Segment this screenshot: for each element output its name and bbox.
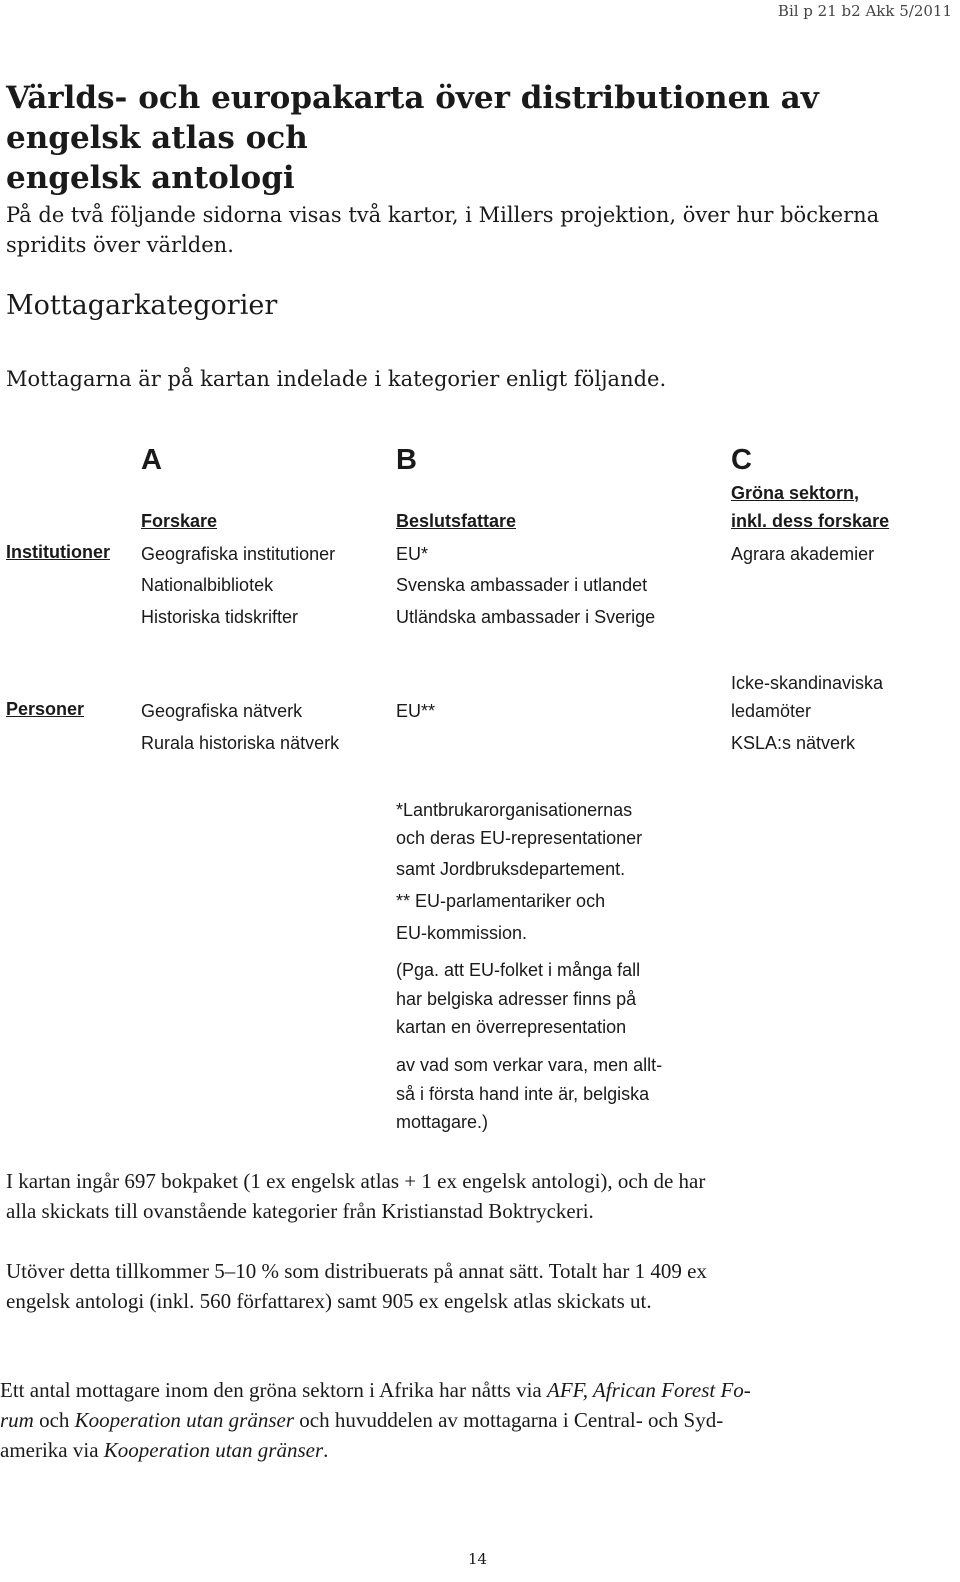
row-label-persons: Personer [6,699,85,719]
intro-line-2: spridits över världen. [6,233,234,257]
paragraph-3-emphasis: Kooperation utan gränser [74,1408,295,1432]
footnote-line: mottagare.) [396,1112,489,1132]
paragraph-3-line-1 [0,1375,751,1405]
row-label-institutions: Institutioner [6,542,110,562]
footnote-line: och deras EU-representationer [396,828,643,848]
category-heading-c-line-2: inkl. dess forskare [731,511,890,531]
footnote-line: av vad som verkar vara, men allt- [396,1055,663,1075]
paragraph-1-line-1: I kartan ingår 697 bokpaket (1 ex engelsk atlas + 1 ex engelsk antologi), och de har [6,1169,706,1193]
persons-a-item: Rurala historiska nätverk [141,733,340,753]
page-number: 14 [468,1550,488,1568]
paragraph-1-line-2: alla skickats till ovanstående kategorier från Kristianstad Boktryckeri. [6,1199,594,1223]
paragraph-3-text: . [323,1438,329,1462]
footnote-line: kartan en överrepresentation [396,1017,627,1037]
intro-paragraph [6,200,936,260]
footnote-line: så i första hand inte är, belgiska [396,1084,650,1104]
category-letter-a: A [141,444,162,476]
footnote-line: EU-kommission. [396,923,528,943]
intro-line-1: På de två följande sidorna visas två kartor, i Millers projektion, över hur böckerna [6,203,880,227]
institutions-a-item: Nationalbibliotek [141,575,274,595]
category-heading-b: Beslutsfattare [396,511,517,531]
persons-a-item: Geografiska nätverk [141,701,303,721]
category-letter-c: C [731,444,752,476]
persons-b-item: EU** [396,701,436,721]
footnote-line: samt Jordbruksdepartement. [396,859,626,879]
paragraph-3-text: och huvuddelen av mottagarna i Central- och Syd- [294,1408,724,1432]
institutions-b-item: Svenska ambassader i utlandet [396,575,648,595]
institutions-c-item: Agrara akademier [731,544,875,564]
section-text: Mottagarna är på kartan indelade i kategorier enligt följande. [6,367,667,391]
title-line-2: engelsk antologi [6,160,295,196]
persons-c-item: Icke-skandinaviska [731,673,884,693]
institutions-a-item: Historiska tidskrifter [141,607,299,627]
footnote-line: *Lantbrukarorganisationernas [396,800,633,820]
paragraph-3-line-3 [0,1435,328,1465]
section-heading: Mottagarkategorier [6,290,278,321]
footnote-line: har belgiska adresser finns på [396,989,637,1009]
paragraph-3-emphasis: AFF, African Forest Fo- [547,1378,751,1402]
paragraph-2-line-1: Utöver detta tillkommer 5–10 % som distribuerats på annat sätt. Totalt har 1 409 ex [6,1259,707,1283]
category-heading-c-line-1: Gröna sektorn, [731,483,860,503]
footnote-line: ** EU-parlamentariker och [396,891,606,911]
persons-c-item: ledamöter [731,701,812,721]
institutions-b-item: Utländska ambassader i Sverige [396,607,656,627]
category-letter-b: B [396,444,417,476]
category-heading-a: Forskare [141,511,218,531]
paragraph-2-line-2: engelsk antologi (inkl. 560 författarex) samt 905 ex engelsk atlas skickats ut. [6,1289,652,1313]
paragraph-3-text: amerika via [0,1438,104,1462]
paragraph-3-text: Ett antal mottagare inom den gröna sektorn i Afrika har nåtts via [0,1378,548,1402]
paragraph-3-line-2 [0,1405,723,1435]
paragraph-3-text: och [33,1408,75,1432]
institutions-a-item: Geografiska institutioner [141,544,336,564]
paragraph-3-emphasis: Kooperation utan gränser [103,1438,324,1462]
document-reference: Bil p 21 b2 Akk 5/2011 [777,2,952,20]
paragraph-3-emphasis: rum [0,1408,34,1432]
footnote-line: (Pga. att EU-folket i många fall [396,960,641,980]
institutions-b-item: EU* [396,544,429,564]
persons-c-item: KSLA:s nätverk [731,733,856,753]
title-line-1: Världs- och europakarta över distributionen av engelsk atlas och [6,80,819,156]
page-title [6,78,936,198]
